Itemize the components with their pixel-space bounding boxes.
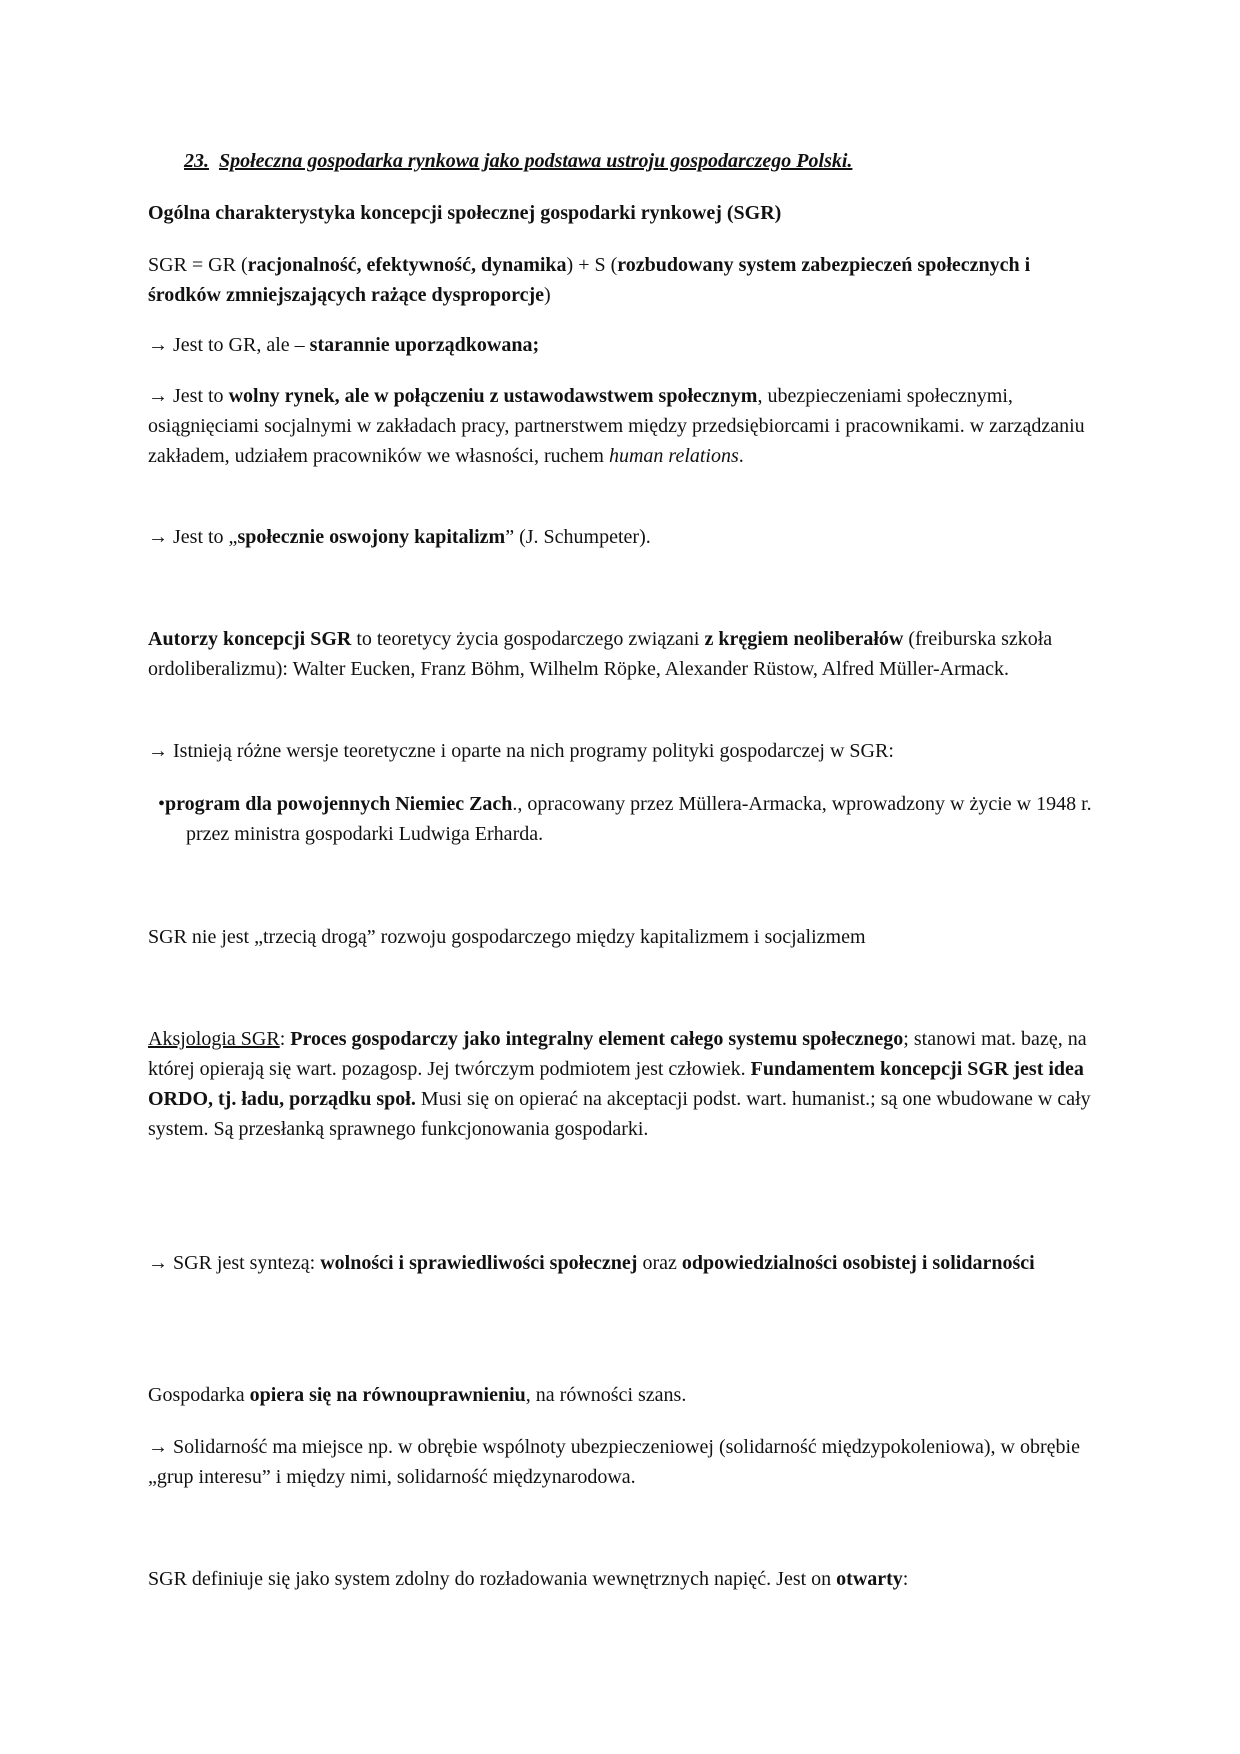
paragraph-synteza (148, 1248, 1098, 1278)
text-run: Gospodarka (148, 1384, 250, 1406)
text-run: ) (544, 284, 551, 306)
bold-run: z kręgiem neoliberałów (704, 628, 904, 650)
bold-run: otwarty (836, 1568, 903, 1590)
section-heading: Ogólna charakterystyka koncepcji społecznej gospodarki rynkowej (SGR) (148, 202, 782, 224)
text-run: , ubezpieczeniami społecznymi, osiągnięciami socjalnymi w zakładach pracy, partnerstwem między przedsiębiorcami i pracownikami. w zarządzaniu zakładem, udziałem pracowników we własności, ruchem (148, 385, 1085, 467)
bold-run: program dla powojennych Niemiec Zach (165, 793, 513, 815)
paragraph-wersje: → Istnieją różne wersje teoretyczne i oparte na nich programy polityki gospodarczej w SGR: (148, 740, 894, 762)
text-run: SGR definiuje się jako system zdolny do rozładowania wewnętrznych napięć. Jest on (148, 1568, 837, 1590)
text-run: , na równości szans. (525, 1384, 687, 1406)
italic-run: human relations (608, 445, 739, 467)
text-run: . (738, 445, 744, 467)
bold-run: wolny rynek, ale w połączeniu z ustawodawstwem społecznym (228, 385, 758, 407)
bold-run: Autorzy koncepcji SGR (148, 628, 352, 650)
bold-run: odpowiedzialności osobistej i solidarności (681, 1252, 1035, 1274)
text-run: ; stanowi mat. bazę, na której opierają się wart. pozagosp. Jej twórczym podmiotem jest człowiek. (148, 1028, 1087, 1080)
bold-run: opiera się na równouprawnieniu (249, 1384, 526, 1406)
bold-run: społecznie oswojony kapitalizm (237, 526, 506, 548)
bold-run: rozbudowany system zabezpieczeń społecznych i środków zmniejszających rażące dysproporcje (148, 254, 1031, 306)
text-run: SGR = GR ( (148, 254, 248, 276)
text-run: ) + S ( (566, 254, 618, 276)
paragraph-wolny-rynek (148, 381, 1098, 471)
bold-run: Proces gospodarczy jako integralny element całego systemu społecznego (290, 1028, 904, 1050)
text-run: → SGR jest syntezą: (148, 1252, 321, 1274)
bold-run: racjonalność, efektywność, dynamika (247, 254, 567, 276)
paragraph-formula (148, 250, 1098, 310)
text-run: ., opracowany przez Müllera-Armacka, wprowadzony w życie w 1948 r. przez ministra gospodarki Ludwiga Erharda. (186, 793, 1092, 845)
bold-run: wolności i sprawiedliwości społecznej (320, 1252, 638, 1274)
bold-run: Fundamentem koncepcji SGR jest idea ORDO, tj. ładu, porządku społ. (148, 1058, 1084, 1110)
paragraph-aksjologia (148, 1024, 1098, 1144)
list-item (148, 789, 1098, 849)
paragraph-trzecia-droga: SGR nie jest „trzecią drogą” rozwoju gospodarczego między kapitalizmem i socjalizmem (148, 926, 866, 948)
text-run: ” (J. Schumpeter). (505, 526, 651, 548)
text-run: to teoretycy życia gospodarczego związani (351, 628, 705, 650)
text-run: (freiburska szkoła ordoliberalizmu): Walter Eucken, Franz Böhm, Wilhelm Röpke, Alexander Rüstow, Alfred Müller-Armack. (148, 628, 1053, 680)
text-run: → Jest to „ (148, 526, 238, 548)
text-run: → Jest to (148, 385, 229, 407)
paragraph-solidarnosc: → Solidarność ma miejsce np. w obrębie wspólnoty ubezpieczeniowej (solidarność międzypokoleniowa), w obrębie „grup interesu” i między nimi, solidarność międzynarodowa. (148, 1436, 1080, 1488)
text-run: : (902, 1568, 909, 1590)
bullet-icon: • (158, 793, 166, 815)
document-title (184, 146, 1134, 176)
bold-run: starannie uporządkowana; (309, 334, 540, 356)
underlined-run: Aksjologia SGR (148, 1028, 280, 1050)
paragraph-autorzy (148, 624, 1098, 684)
text-run: : (279, 1028, 291, 1050)
paragraph-gospodarka (148, 1380, 1098, 1410)
title-number: 23. (184, 150, 209, 172)
text-run: Musi się on opierać na akceptacji podst. wart. humanist.; są one wbudowane w cały system. Są przesłanką sprawnego funkcjonowania gospodarki. (148, 1088, 1091, 1140)
bullet-list (148, 789, 1098, 849)
paragraph-system-otwarty (148, 1564, 1098, 1594)
text-run: → Jest to GR, ale – (148, 334, 310, 356)
title-text: Społeczna gospodarka rynkowa jako podstawa ustroju gospodarczego Polski. (219, 150, 853, 172)
text-run: oraz (637, 1252, 682, 1274)
paragraph-kapitalizm (148, 522, 1098, 552)
paragraph-gr (148, 330, 1098, 360)
